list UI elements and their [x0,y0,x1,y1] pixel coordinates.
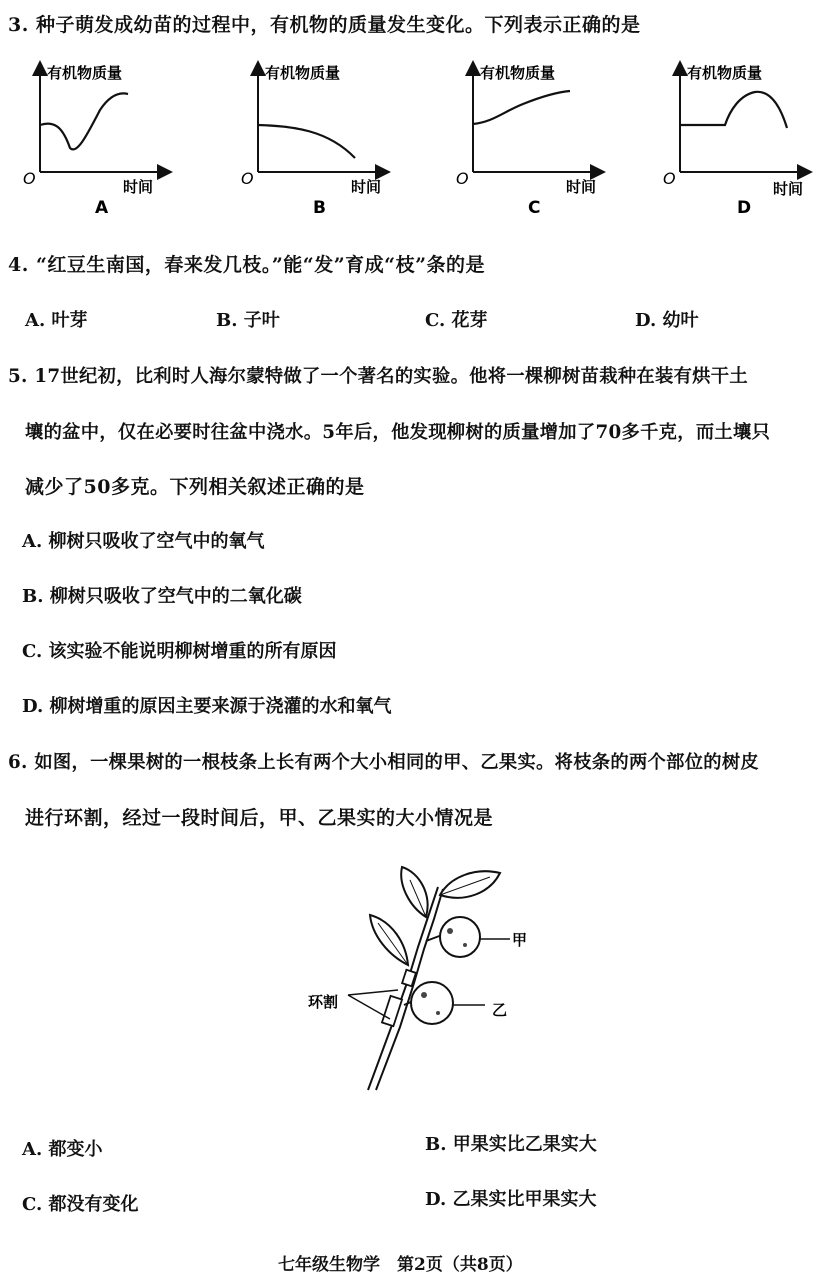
q5-option-b: B. 柳树只吸收了空气中的二氧化碳 [22,586,302,607]
q6-option-d: D. 乙果实比甲果实大 [425,1189,597,1210]
graph-b-xlabel: 时间 [351,178,382,196]
q5-option-c: C. 该实验不能说明柳树增重的所有原因 [22,641,337,662]
graph-b-ylabel: 有机物质量 [265,64,341,82]
graph-a-xlabel: 时间 [123,178,154,196]
q4-option-b: B. 子叶 [216,310,280,331]
graph-b-letter: B [313,198,326,218]
graph-a-ylabel: 有机物质量 [47,64,123,82]
fruit-jia [440,917,480,957]
q6-option-b: B. 甲果实比乙果实大 [425,1134,597,1155]
graph-a [15,60,205,220]
q5-line-3: 减少了50多克。下列相关叙述正确的是 [25,476,365,498]
graph-a-origin: O [23,169,36,188]
graph-a-letter: A [95,198,109,218]
branch-figure [300,855,560,1100]
q4-option-a: A. 叶芽 [25,310,88,331]
graph-d-origin: O [663,169,676,188]
q6-option-c: C. 都没有变化 [22,1194,139,1215]
fruit-yi [411,982,453,1024]
q4-stem: 4. “红豆生南国，春来发几枝。”能“发”育成“枝”条的是 [8,254,486,276]
label-jia: 甲 [512,931,528,949]
q3-stem: 3. 种子萌发成幼苗的过程中，有机物的质量发生变化。下列表示正确的是 [8,14,641,36]
graph-d-xlabel: 时间 [773,180,804,198]
q5-option-d: D. 柳树增重的原因主要来源于浇灌的水和氧气 [22,696,392,717]
q5-line-1: 5. 17世纪初，比利时人海尔蒙特做了一个著名的实验。他将一棵柳树苗栽种在装有烘干土 [8,366,748,387]
graph-c-xlabel: 时间 [566,178,597,196]
graph-b [233,60,423,220]
graph-d-letter: D [737,198,752,218]
q6-option-a: A. 都变小 [22,1139,103,1160]
leaf-top-left [401,867,427,917]
q5-line-2: 壤的盆中，仅在必要时往盆中浇水。5年后，他发现柳树的质量增加了70多千克，而土壤只 [25,422,771,443]
q6-line-1: 6. 如图，一棵果树的一根枝条上长有两个大小相同的甲、乙果实。将枝条的两个部位的树皮 [8,752,760,773]
q4-option-d: D. 幼叶 [635,310,699,331]
graph-c-origin: O [456,169,469,188]
q5-option-a: A. 柳树只吸收了空气中的氧气 [22,531,265,552]
label-girdle: 环割 [308,993,339,1011]
label-yi: 乙 [492,1001,508,1019]
graph-d [655,60,835,220]
graph-c-letter: C [528,198,541,218]
graph-c-ylabel: 有机物质量 [480,64,556,82]
graph-d-ylabel: 有机物质量 [687,64,763,82]
q4-option-c: C. 花芽 [425,310,488,331]
graph-b-origin: O [241,169,254,188]
graph-c [448,60,638,220]
q6-line-2: 进行环割，经过一段时间后，甲、乙果实的大小情况是 [25,807,494,829]
page-footer: 七年级生物学 第2页（共8页） [278,1255,523,1275]
